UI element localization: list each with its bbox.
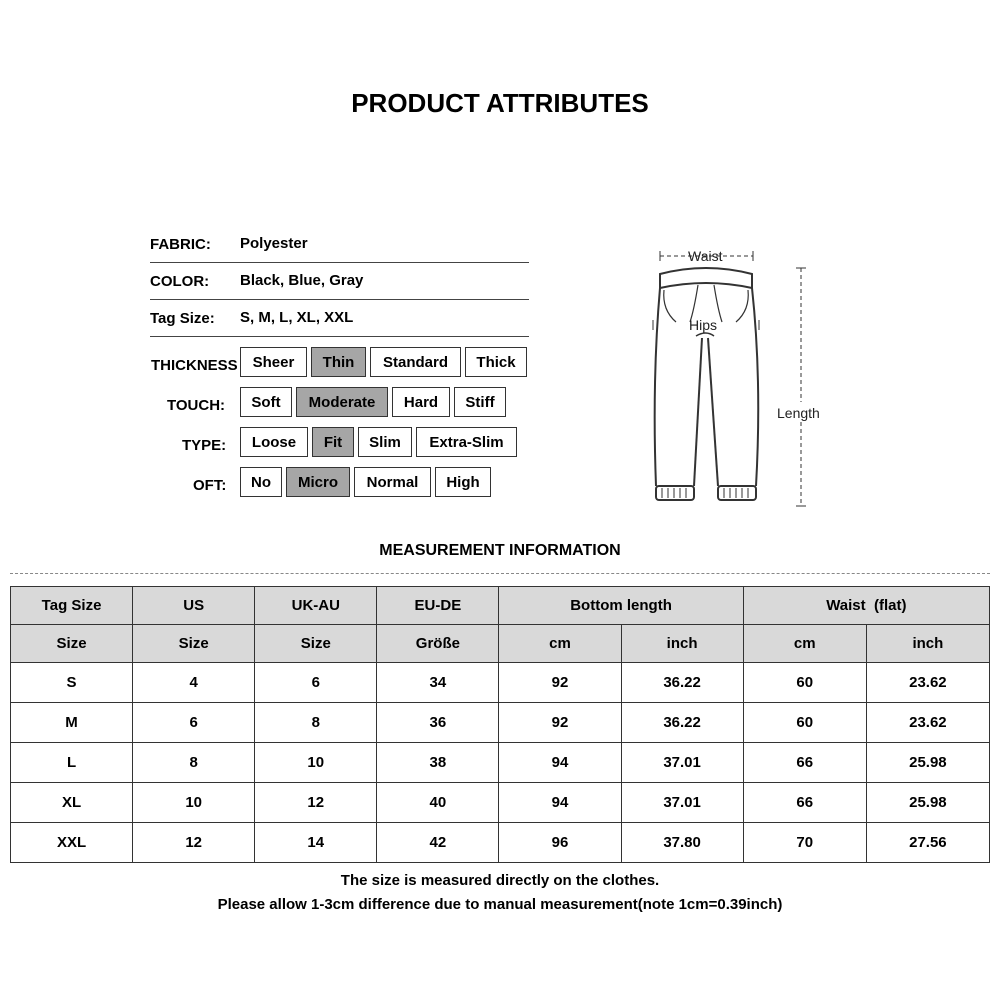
table-cell: 25.98 [866,783,989,823]
note-line: The size is measured directly on the clothes. [340,872,660,889]
table-cell: 23.62 [866,703,989,743]
table-cell: 23.62 [866,663,989,703]
table-cell: 25.98 [866,743,989,783]
table-cell: XL [11,783,133,823]
touch-option-selected: Moderate [296,387,388,417]
note-line: Please allow 1-3cm difference due to manual measurement(note 1cm=0.39inch) [217,896,783,913]
table-cell: 12 [255,783,377,823]
page-title: PRODUCT ATTRIBUTES [351,88,649,118]
divider [150,336,529,337]
divider [150,299,529,300]
table-cell: 12 [133,823,255,863]
thickness-label: THICKNESS [151,357,238,374]
table-cell: 6 [133,703,255,743]
table-cell: 36.22 [621,703,743,743]
table-cell: 37.01 [621,743,743,783]
touch-option: Soft [240,387,292,417]
table-row [11,663,990,703]
table-cell: 94 [499,783,621,823]
table-cell: 8 [255,703,377,743]
measurement-title: MEASUREMENT INFORMATION [379,542,621,559]
size-table [10,586,990,863]
header-cell: Waist (flat) [743,587,989,625]
table-cell: 10 [133,783,255,823]
table-row [11,823,990,863]
header-cell: Bottom length [499,587,743,625]
oft-option-selected: Micro [286,467,350,497]
header-cell: US [133,587,255,625]
pants-diagram [640,240,840,520]
hips-label: Hips [689,317,718,333]
table-cell: 60 [743,703,866,743]
table-cell: 37.80 [621,823,743,863]
table-cell: 8 [133,743,255,783]
table-cell: 40 [377,783,499,823]
table-cell: 92 [499,663,621,703]
fabric-label: FABRIC: [150,236,211,253]
header-cell: EU-DE [377,587,499,625]
waist-label: Waist [688,248,723,264]
table-row [11,703,990,743]
length-label: Length [777,405,820,421]
table-cell: 6 [255,663,377,703]
table-cell: 42 [377,823,499,863]
color-value: Black, Blue, Gray [240,272,364,289]
table-row [11,743,990,783]
table-cell: 70 [743,823,866,863]
thickness-option-selected: Thin [311,347,366,377]
header-cell: Size [255,625,377,663]
type-label: TYPE: [182,437,227,454]
header-cell: Size [11,625,133,663]
table-cell: 66 [743,783,866,823]
table-cell: 36 [377,703,499,743]
table-cell: XXL [11,823,133,863]
touch-label: TOUCH: [167,397,226,414]
table-cell: 34 [377,663,499,703]
type-option-selected: Fit [312,427,354,457]
tag-size-value: S, M, L, XL, XXL [240,309,354,326]
header-cell: Größe [377,625,499,663]
header-cell: Tag Size [11,587,133,625]
table-cell: S [11,663,133,703]
fabric-value: Polyester [240,235,308,252]
type-option: Loose [240,427,308,457]
table-cell: L [11,743,133,783]
table-cell: 37.01 [621,783,743,823]
divider [150,262,529,263]
table-header-row [11,587,990,625]
oft-option: Normal [354,467,431,497]
type-options [240,427,517,457]
touch-option: Stiff [454,387,506,417]
header-cell: cm [743,625,866,663]
header-cell: inch [866,625,989,663]
thickness-option: Sheer [240,347,307,377]
table-row [11,783,990,823]
table-subheader-row [11,625,990,663]
table-cell: 27.56 [866,823,989,863]
thickness-options [240,347,527,377]
table-cell: 38 [377,743,499,783]
touch-option: Hard [392,387,450,417]
table-cell: 92 [499,703,621,743]
header-cell: inch [621,625,743,663]
table-cell: 66 [743,743,866,783]
thickness-option: Standard [370,347,461,377]
oft-label: OFT: [193,477,227,494]
oft-option: High [435,467,491,497]
header-cell: UK-AU [255,587,377,625]
type-option: Slim [358,427,412,457]
tag-size-label: Tag Size: [150,310,215,327]
table-cell: 60 [743,663,866,703]
type-option: Extra-Slim [416,427,517,457]
table-cell: 4 [133,663,255,703]
touch-options [240,387,506,417]
color-label: COLOR: [150,273,210,290]
table-cell: 36.22 [621,663,743,703]
table-cell: 94 [499,743,621,783]
oft-options [240,467,491,497]
dashed-divider [10,573,990,574]
table-cell: M [11,703,133,743]
oft-option: No [240,467,282,497]
header-cell: Size [133,625,255,663]
table-cell: 96 [499,823,621,863]
table-cell: 14 [255,823,377,863]
table-cell: 10 [255,743,377,783]
header-cell: cm [499,625,621,663]
thickness-option: Thick [465,347,527,377]
